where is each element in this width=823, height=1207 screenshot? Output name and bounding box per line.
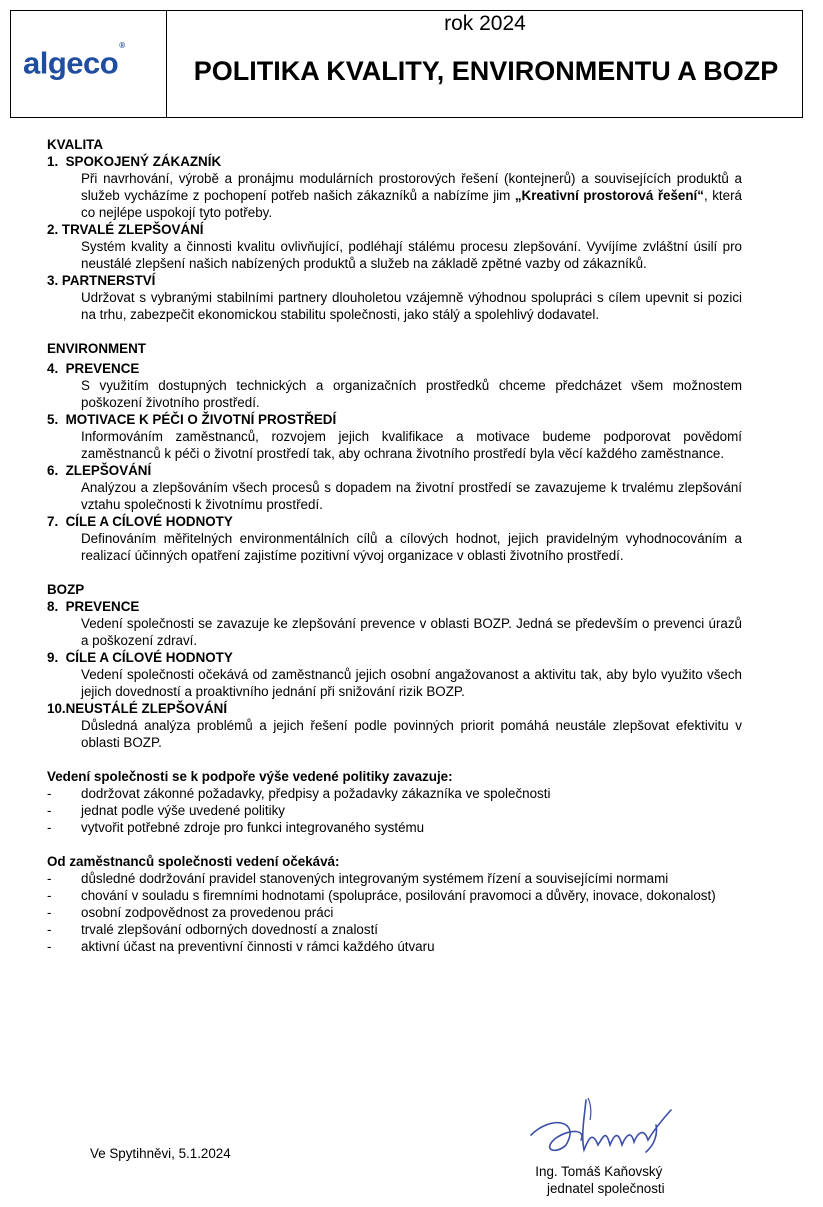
commitments-heading: Vedení společnosti se k podpoře výše vedené politiky zavazuje: (47, 769, 453, 784)
section-heading-bozp: BOZP (47, 582, 85, 597)
item-body: Důsledná analýza problémů a jejich řešení podle povinných priorit pomáhá neustále zlepšovat efektivitu v oblasti BOZP. (81, 718, 742, 750)
document-title: POLITIKA KVALITY, ENVIRONMENTU A BOZP (193, 56, 779, 86)
item-body: Definováním měřitelných environmentálních cílů a cílových hodnot, jejich pravidelným vyhodnocováním a realizací účinných opatření zajistíme pozitivní vývoj organizace v oblasti životního prostředí. (81, 531, 742, 563)
item-body: Analýzou a zlepšováním všech procesů s dopadem na životní prostředí se zavazujeme k trvalému zlepšování vztahu společnosti k životnímu prostředí. (81, 480, 742, 512)
item-body: Při navrhování, výrobě a pronájmu modulárních prostorových řešení (kontejnerů) a souvisejících produktů a služeb vycházíme z pochopení potřeb našich zákazníků a nabízíme jim „Kreativní prostorová řešení“, která co nejlépe uspokojí tyto potřeby. (81, 171, 743, 220)
item-body: Systém kvality a činnosti kvalitu ovlivňující, podléhají stálému procesu zlepšování. Vyvíjíme zvláštní úsilí pro neustálé zlepšení našich nabízených produktů a služeb na základě zpětné vazby od zákazníků. (81, 239, 742, 271)
list-item: - trvalé zlepšování odborných dovedností a znalostí (47, 922, 379, 937)
item-heading: 5. MOTIVACE K PÉČI O ŽIVOTNÍ PROSTŘEDÍ (47, 412, 337, 427)
list-item: - dodržovat zákonné požadavky, předpisy a požadavky zákazníka ve společnosti (47, 786, 551, 801)
document-year: rok 2024 (444, 12, 526, 35)
list-item: - osobní zodpovědnost za provedenou práci (47, 905, 334, 920)
list-item: - chování v souladu s firemními hodnotami (spolupráce, posilování pravomoci a důvěry, inovace, dokonalost) (47, 888, 716, 903)
signer-name: Ing. Tomáš Kaňovský (535, 1164, 663, 1179)
item-heading: 6. ZLEPŠOVÁNÍ (47, 463, 152, 478)
item-body: Vedení společnosti se zavazuje ke zlepšování prevence v oblasti BOZP. Jedná se především o prevenci úrazů a poškození zdraví. (81, 616, 742, 648)
item-heading: 1. SPOKOJENÝ ZÁKAZNÍK (47, 154, 222, 169)
item-heading: 2. TRVALÉ ZLEPŠOVÁNÍ (47, 222, 204, 237)
item-heading: 9. CÍLE A CÍLOVÉ HODNOTY (47, 650, 233, 665)
algeco-logo: algeco® (23, 41, 125, 81)
item-heading: 4. PREVENCE (47, 361, 140, 376)
item-body: Informováním zaměstnanců, rozvojem jejich kvalifikace a motivace budeme podporovat povědomí zaměstnanců k péči o životní prostředí tak, aby ochrana životního prostředí byla věcí každého zaměstnance. (81, 429, 742, 461)
list-item: - aktivní účast na preventivní činnosti v rámci každého útvaru (47, 939, 435, 954)
item-heading: 10.NEUSTÁLÉ ZLEPŠOVÁNÍ (47, 701, 228, 716)
list-item: - důsledné dodržování pravidel stanovených integrovaným systémem řízení a souvisejícími normami (47, 871, 669, 886)
signature-icon (526, 1090, 696, 1165)
document-header (10, 10, 803, 118)
policy-content (47, 136, 742, 955)
signer-title: jednatel společnosti (547, 1181, 665, 1196)
signer-block (533, 1163, 665, 1197)
item-body: Vedení společnosti očekává od zaměstnanců jejich osobní angažovanost a aktivitu tak, aby bylo využito všech jejich dovedností a proaktivního jednání při snižování rizik BOZP. (81, 667, 742, 699)
logo-cell (11, 11, 167, 117)
section-heading-kvalita: KVALITA (47, 137, 104, 152)
place-date: Ve Spytihněvi, 5.1.2024 (90, 1146, 231, 1161)
item-heading: 7. CÍLE A CÍLOVÉ HODNOTY (47, 514, 233, 529)
item-body: Udržovat s vybranými stabilními partnery dlouholetou vzájemně výhodnou spolupráci s cílem upevnit si pozici na trhu, zabezpečit ekonomickou stabilitu společnosti, jako stálý a spolehlivý dodavatel. (81, 290, 742, 322)
item-heading: 3. PARTNERSTVÍ (47, 273, 156, 288)
item-body: S využitím dostupných technických a organizačních prostředků chceme předcházet všem možnostem poškození životního prostředí. (81, 378, 742, 410)
item-heading: 8. PREVENCE (47, 599, 140, 614)
expectations-heading: Od zaměstnanců společnosti vedení očekává: (47, 854, 340, 869)
list-item: - jednat podle výše uvedené politiky (47, 803, 285, 818)
section-heading-environment: ENVIRONMENT (47, 341, 146, 356)
list-item: - vytvořit potřebné zdroje pro funkci integrovaného systému (47, 820, 425, 835)
